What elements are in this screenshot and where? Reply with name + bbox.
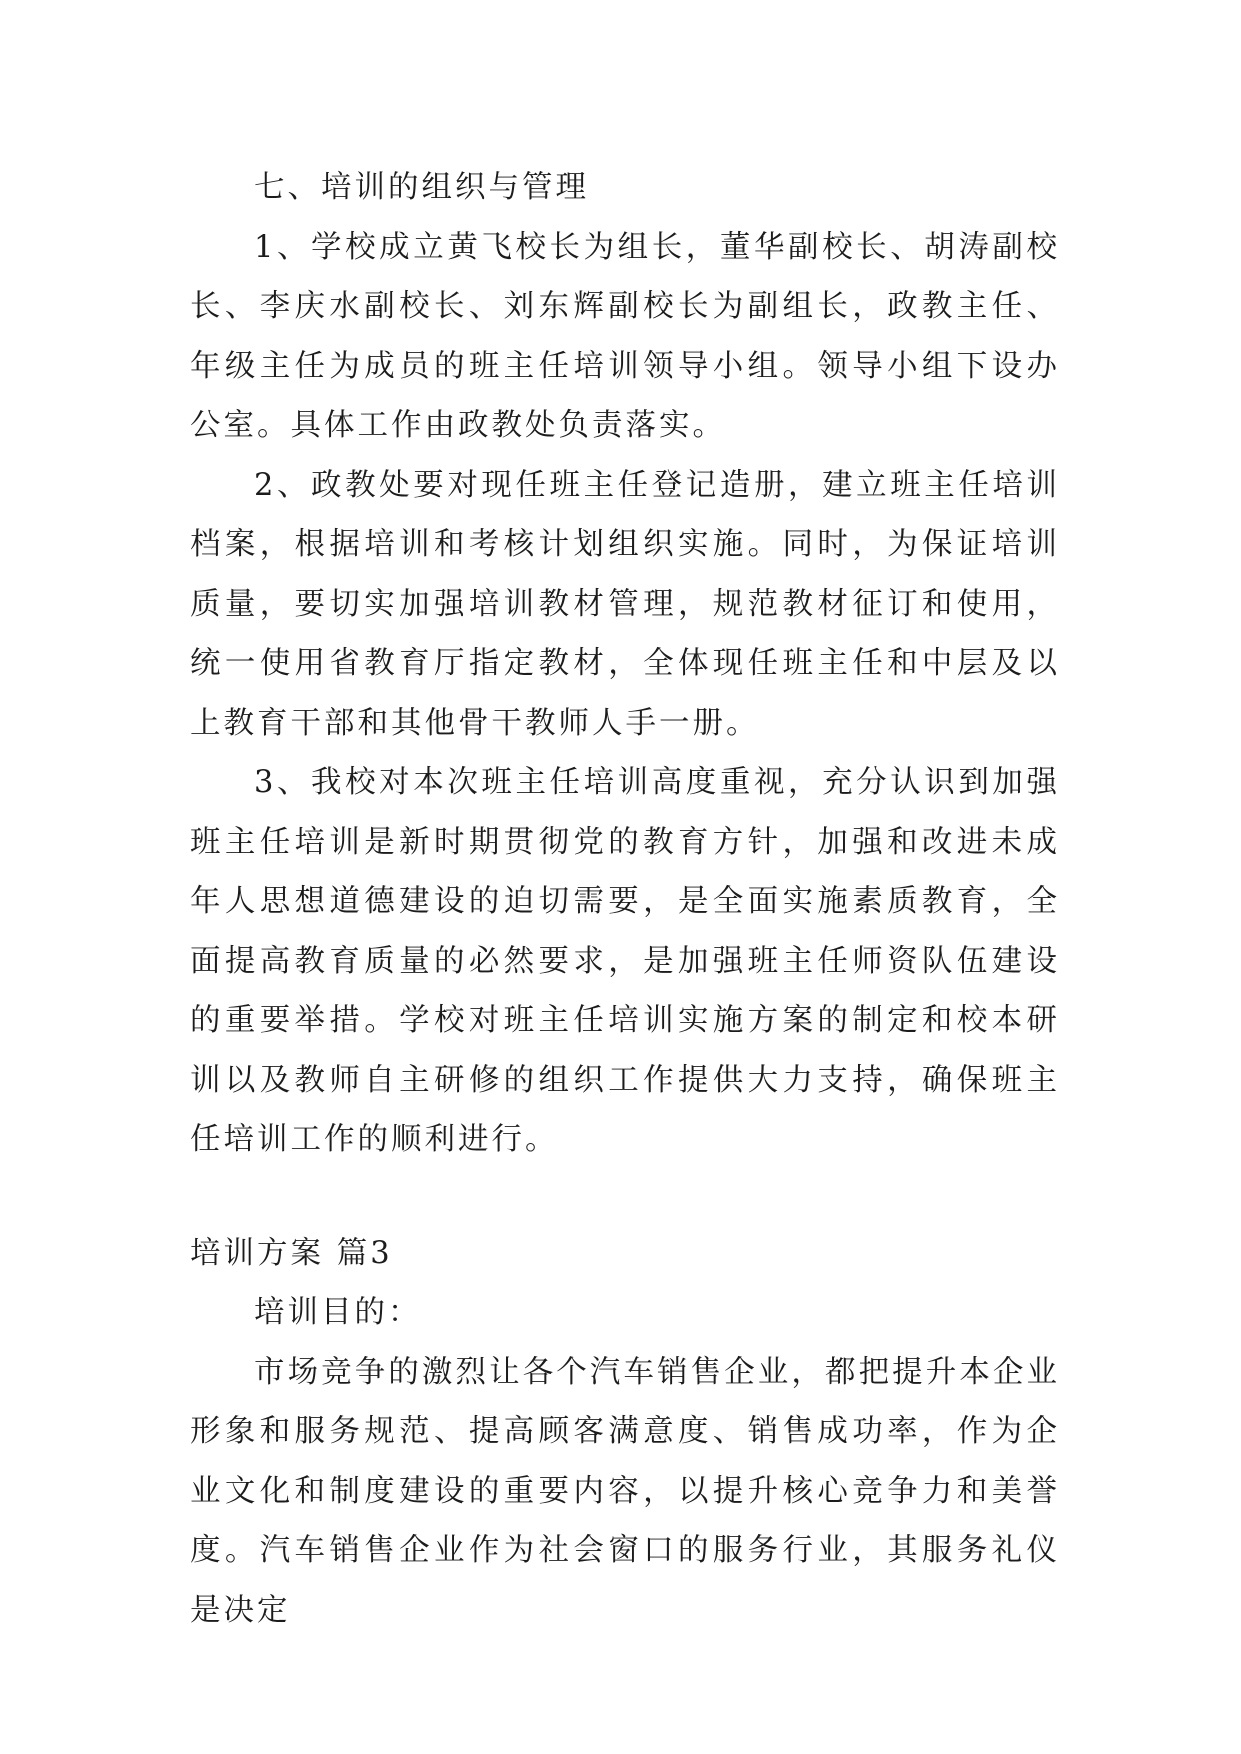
paragraph-3: 3、我校对本次班主任培训高度重视，充分认识到加强班主任培训是新时期贯彻党的教育方针，加强和改进未成年人思想道德建设的迫切需要，是全面实施素质教育，全面提高教育质量的必然要求，是加强班主任师资队伍建设的重要举措。学校对班主任培训实施方案的制定和校本研训以及教师自主研修的组织工作提供大力支持，确保班主任培训工作的顺利进行。 xyxy=(190,765,1060,1157)
paragraph-1: 1、学校成立黄飞校长为组长，董华副校长、胡涛副校长、李庆水副校长、刘东辉副校长为副组长，政教主任、年级主任为成员的班主任培训领导小组。领导小组下设办公室。具体工作由政教处负责落实。 xyxy=(190,229,1060,443)
paragraph-4: 市场竞争的激烈让各个汽车销售企业，都把提升本企业形象和服务规范、提高顾客满意度、销售成功率，作为企业文化和制度建设的重要内容，以提升核心竞争力和美誉度。汽车销售企业作为社会窗口的服务行业，其服务礼仪是决定 xyxy=(190,1354,1060,1628)
paragraph-2: 2、政教处要对现任班主任登记造册，建立班主任培训档案，根据培训和考核计划组织实施。同时，为保证培训质量，要切实加强培训教材管理，规范教材征订和使用，统一使用省教育厅指定教材，全体现任班主任和中层及以上教育干部和其他骨干教师人手一册。 xyxy=(190,467,1060,741)
section-heading: 七、培训的组织与管理 xyxy=(254,170,589,205)
subheading: 培训目的： xyxy=(254,1295,422,1330)
document-body xyxy=(190,158,1060,1640)
section-spacer xyxy=(190,1170,1060,1224)
section-title: 培训方案 篇3 xyxy=(190,1235,393,1271)
